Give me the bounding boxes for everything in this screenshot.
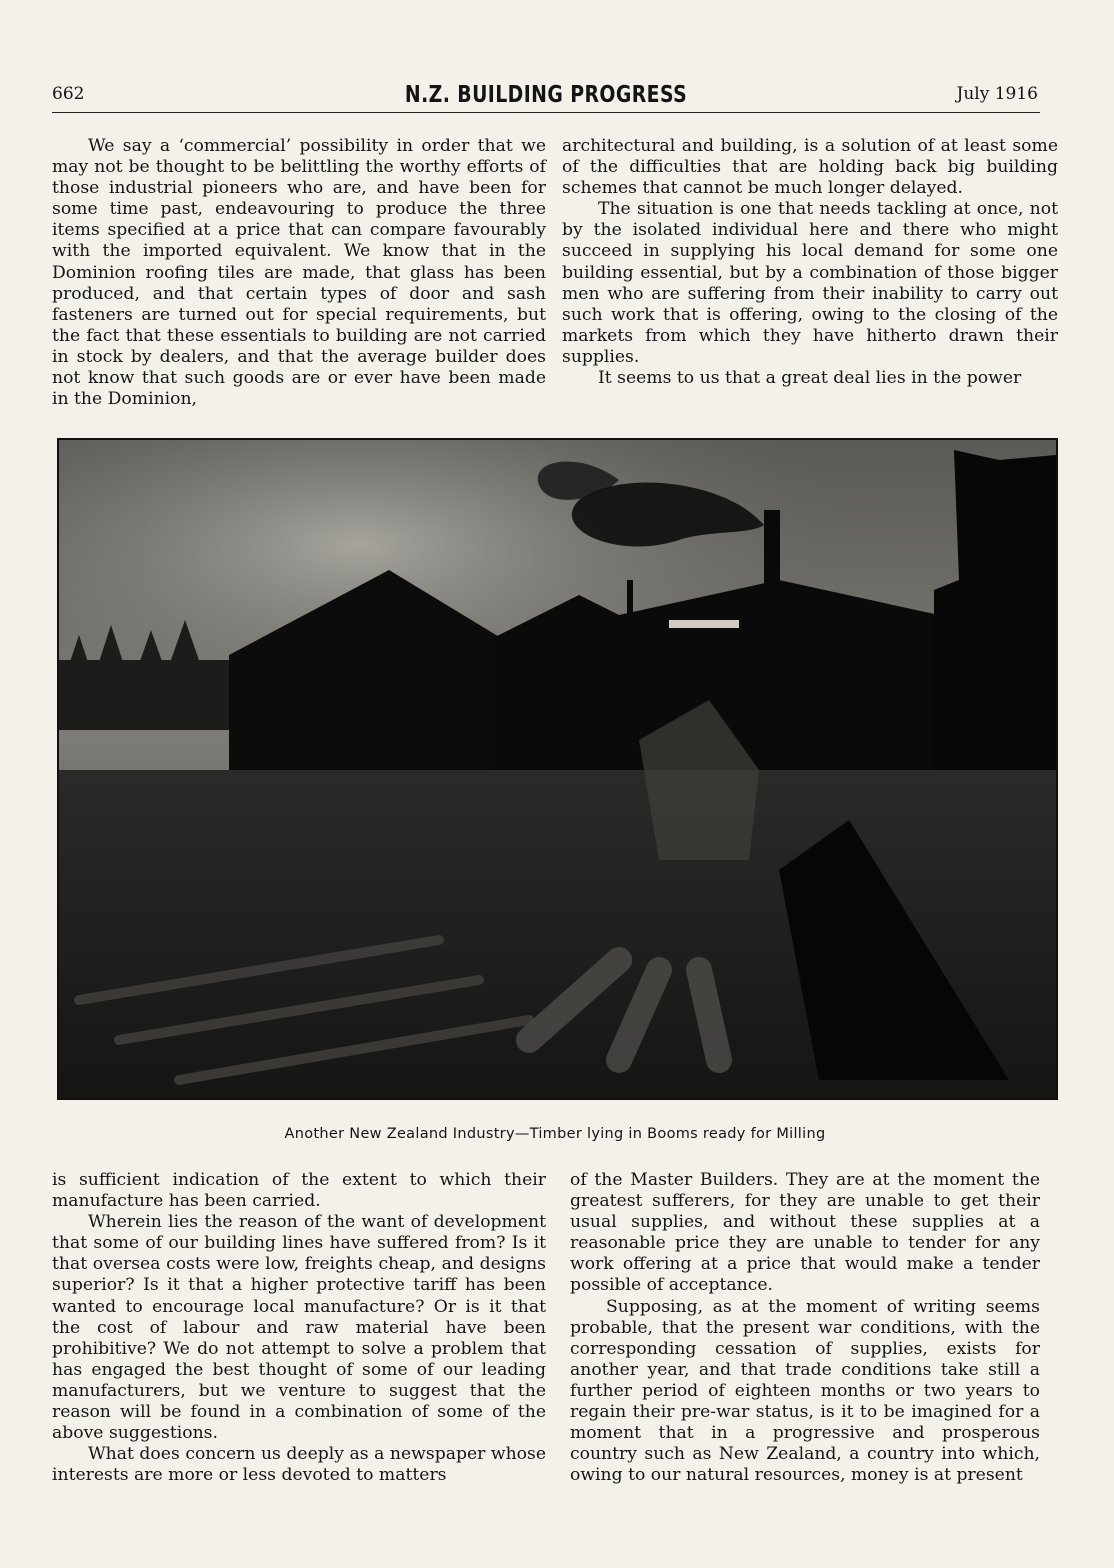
column-bottom-left [52,1170,546,1486]
column-top-right [562,136,1058,389]
photo-illustration [59,440,1056,1098]
paragraph: of the Master Builders. They are at the moment the greatest sufferers, for they are unable to get their usual supplies, and without these supplies at a reasonable price they are unable to tender for any work offering at a price that would make a tender possible of acceptance. [570,1170,1040,1296]
issue-date: July 1916 [956,84,1038,104]
paragraph: architectural and building, is a solution of at least some of the difficulties that are holding back big building schemes that cannot be much longer delayed. [562,136,1058,199]
paragraph: Supposing, as at the moment of writing seems probable, that the present war conditions, with the corresponding cessation of supplies, exists for another year, and that trade conditions take still a further period of eighteen months or two years to regain their pre-war status, is it to be imagined for a moment that in a progressive and prosperous country such as New Zealand, a country into which, owing to our natural resources, money is at present [570,1296,1040,1486]
paragraph: The situation is one that needs tackling at once, not by the isolated individual here and there who might succeed in supplying his local demand for some one building essential, but by a combination of those bigger men who are suffering from their inability to carry out such work that is offering, owing to the closing of the markets from which they have hitherto drawn their supplies. [562,199,1058,367]
paragraph: Wherein lies the reason of the want of development that some of our building lines have suffered from? Is it that oversea costs were low, freights cheap, and designs superior? Is it that a higher protective tariff has been wanted to encourage local manufacture? Or is it that the cost of labour and raw material have been prohibitive? We do not attempt to solve a problem that has engaged the best thought of some of our leading manufacturers, but we venture to suggest that the reason will be found in a combination of some of the above suggestions. [52,1212,546,1444]
column-top-left [52,136,546,410]
timber-mill-photograph [57,438,1058,1100]
column-bottom-right [570,1170,1040,1486]
paragraph: What does concern us deeply as a newspaper whose interests are more or less devoted to matters [52,1444,546,1486]
page-header [52,82,1040,113]
journal-title: N.Z. BUILDING PROGRESS [404,82,688,108]
page-number: 662 [52,84,85,104]
paragraph: It seems to us that a great deal lies in the power [598,368,1022,389]
figure-caption: Another New Zealand Industry—Timber lying in Booms ready for Milling [284,1126,826,1142]
smokestack [764,510,780,620]
paragraph: is sufficient indication of the extent to which their manufacture has been carried. [52,1170,546,1212]
paragraph: We say a ‘commercial’ possibility in order that we may not be thought to be belittling the worthy efforts of those industrial pioneers who are, and have been for some time past, endeavouring to produce the three items specified at a price that can compare favourably with the imported equivalent. We know that in the Dominion roofing tiles are made, that glass has been produced, and that certain types of door and sash fasteners are turned out for special requirements, but the fact that these essentials to building are not carried in stock by dealers, and that the average builder does not know that such goods are or ever have been made in the Dominion, [52,136,546,410]
